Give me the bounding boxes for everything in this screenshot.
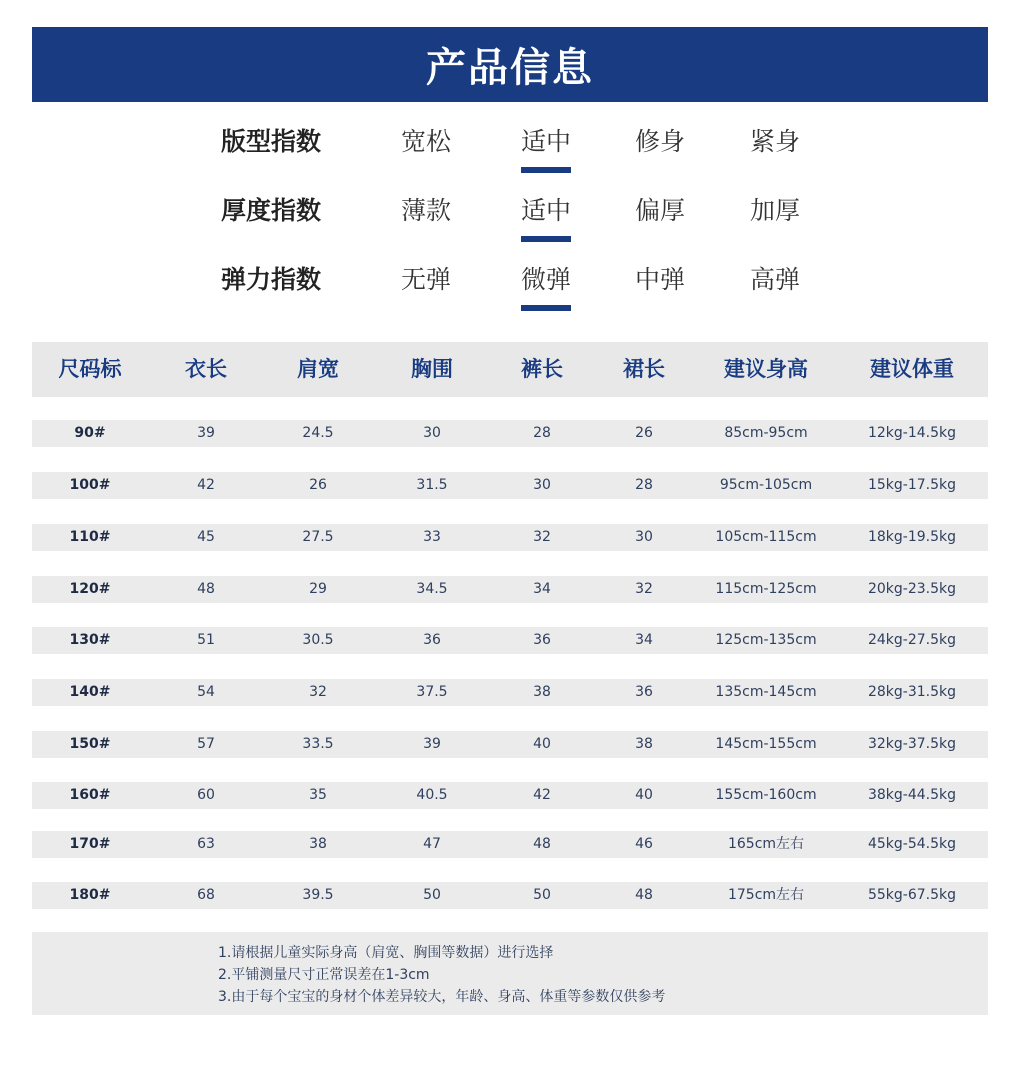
table-cell: 135cm-145cm [715,684,817,700]
index-option: 宽松 [401,127,452,156]
size-table-header [32,342,988,397]
note-2: 2.平铺测量尺寸正常误差在1-3cm [218,967,430,983]
table-cell: 175cm左右 [727,887,805,903]
table-cell: 32 [309,684,327,700]
table-cell: 47 [423,836,441,852]
note-1: 1.请根据儿童实际身高（肩宽、胸围等数据）进行选择 [218,945,554,961]
table-cell: 28 [635,477,653,493]
index-label: 厚度指数 [221,196,322,225]
index-option-selected: 微弹 [521,255,571,305]
table-cell: 30 [423,425,441,441]
table-cell: 50 [533,887,551,903]
table-cell: 48 [533,836,551,852]
table-cell: 105cm-115cm [715,529,817,545]
table-cell: 36 [423,632,441,648]
table-cell: 45 [197,529,215,545]
header-cell: 建议体重 [870,357,954,381]
table-cell: 26 [635,425,653,441]
table-cell: 39 [423,736,441,752]
index-option: 加厚 [750,196,801,225]
size-code-cell: 180# [69,887,111,903]
table-cell: 115cm-125cm [715,581,817,597]
table-cell: 40 [635,787,653,803]
index-option: 中弹 [635,265,686,294]
size-code-cell: 150# [69,736,111,752]
table-cell: 40 [533,736,551,752]
table-cell: 55kg-67.5kg [867,887,957,903]
table-cell: 28 [533,425,551,441]
table-cell: 51 [197,632,215,648]
table-cell: 26 [309,477,327,493]
table-row [32,679,988,706]
header-cell: 衣长 [185,357,227,381]
table-cell: 46 [635,836,653,852]
table-cell: 48 [197,581,215,597]
index-label: 版型指数 [221,127,322,156]
note-3: 3.由于每个宝宝的身材个体差异较大，年龄、身高、体重等参数仅供参考 [218,989,666,1005]
index-label: 弹力指数 [221,265,322,294]
table-cell: 29 [309,581,327,597]
table-cell: 38 [533,684,551,700]
table-cell: 42 [533,787,551,803]
table-cell: 155cm-160cm [715,787,817,803]
table-cell: 60 [197,787,215,803]
table-row [32,831,988,858]
table-cell: 35 [309,787,327,803]
table-row [32,576,988,603]
table-cell: 36 [533,632,551,648]
header-cell: 肩宽 [297,357,339,381]
table-cell: 34 [533,581,551,597]
index-option: 无弹 [401,265,452,294]
header-cell: 裤长 [521,357,563,381]
table-cell: 48 [635,887,653,903]
size-code-cell: 100# [69,477,111,493]
table-cell: 42 [197,477,215,493]
table-cell: 32kg-37.5kg [867,736,957,752]
index-option-selected: 适中 [521,186,571,236]
table-cell: 24.5 [302,425,334,441]
table-cell: 30 [635,529,653,545]
size-code-cell: 140# [69,684,111,700]
table-cell: 39.5 [302,887,334,903]
table-row [32,627,988,654]
table-cell: 28kg-31.5kg [867,684,957,700]
table-cell: 31.5 [416,477,448,493]
table-cell: 34.5 [416,581,448,597]
table-cell: 57 [197,736,215,752]
table-cell: 15kg-17.5kg [867,477,957,493]
table-row [32,472,988,499]
table-cell: 36 [635,684,653,700]
table-row [32,731,988,758]
index-option: 紧身 [750,127,801,156]
size-code-cell: 160# [69,787,111,803]
size-code-cell: 130# [69,632,111,648]
table-cell: 18kg-19.5kg [867,529,957,545]
table-cell: 45kg-54.5kg [867,836,957,852]
header-cell: 裙长 [623,357,665,381]
table-cell: 125cm-135cm [715,632,817,648]
table-cell: 20kg-23.5kg [867,581,957,597]
table-cell: 37.5 [416,684,448,700]
index-row [0,117,1023,167]
index-row [0,255,1023,305]
table-cell: 38 [635,736,653,752]
table-cell: 54 [197,684,215,700]
table-cell: 38 [309,836,327,852]
table-cell: 32 [635,581,653,597]
table-cell: 33.5 [302,736,334,752]
table-row [32,882,988,909]
table-cell: 40.5 [416,787,448,803]
header-cell: 尺码标 [58,357,122,381]
size-code-cell: 110# [69,529,111,545]
notes-box [32,932,988,1015]
index-option-selected: 适中 [521,117,571,167]
size-code-cell: 170# [69,836,111,852]
table-cell: 39 [197,425,215,441]
table-cell: 30.5 [302,632,334,648]
product-info-banner [32,27,988,102]
size-code-cell: 120# [69,581,111,597]
table-cell: 63 [197,836,215,852]
header-cell: 胸围 [411,357,453,381]
index-option: 高弹 [750,265,801,294]
table-cell: 145cm-155cm [715,736,817,752]
table-cell: 30 [533,477,551,493]
index-option: 修身 [635,127,686,156]
table-cell: 34 [635,632,653,648]
table-cell: 32 [533,529,551,545]
table-cell: 68 [197,887,215,903]
index-row [0,186,1023,236]
banner-title: 产品信息 [426,45,594,91]
index-option: 偏厚 [635,196,686,225]
index-option: 薄款 [401,196,452,225]
table-row [32,524,988,551]
table-cell: 38kg-44.5kg [867,787,957,803]
table-row [32,782,988,809]
table-cell: 165cm左右 [727,836,805,852]
size-code-cell: 90# [74,425,106,441]
header-cell: 建议身高 [724,357,808,381]
table-cell: 24kg-27.5kg [867,632,957,648]
table-cell: 95cm-105cm [719,477,813,493]
table-row [32,420,988,447]
table-cell: 50 [423,887,441,903]
table-cell: 33 [423,529,441,545]
table-cell: 27.5 [302,529,334,545]
table-cell: 85cm-95cm [724,425,808,441]
table-cell: 12kg-14.5kg [867,425,957,441]
